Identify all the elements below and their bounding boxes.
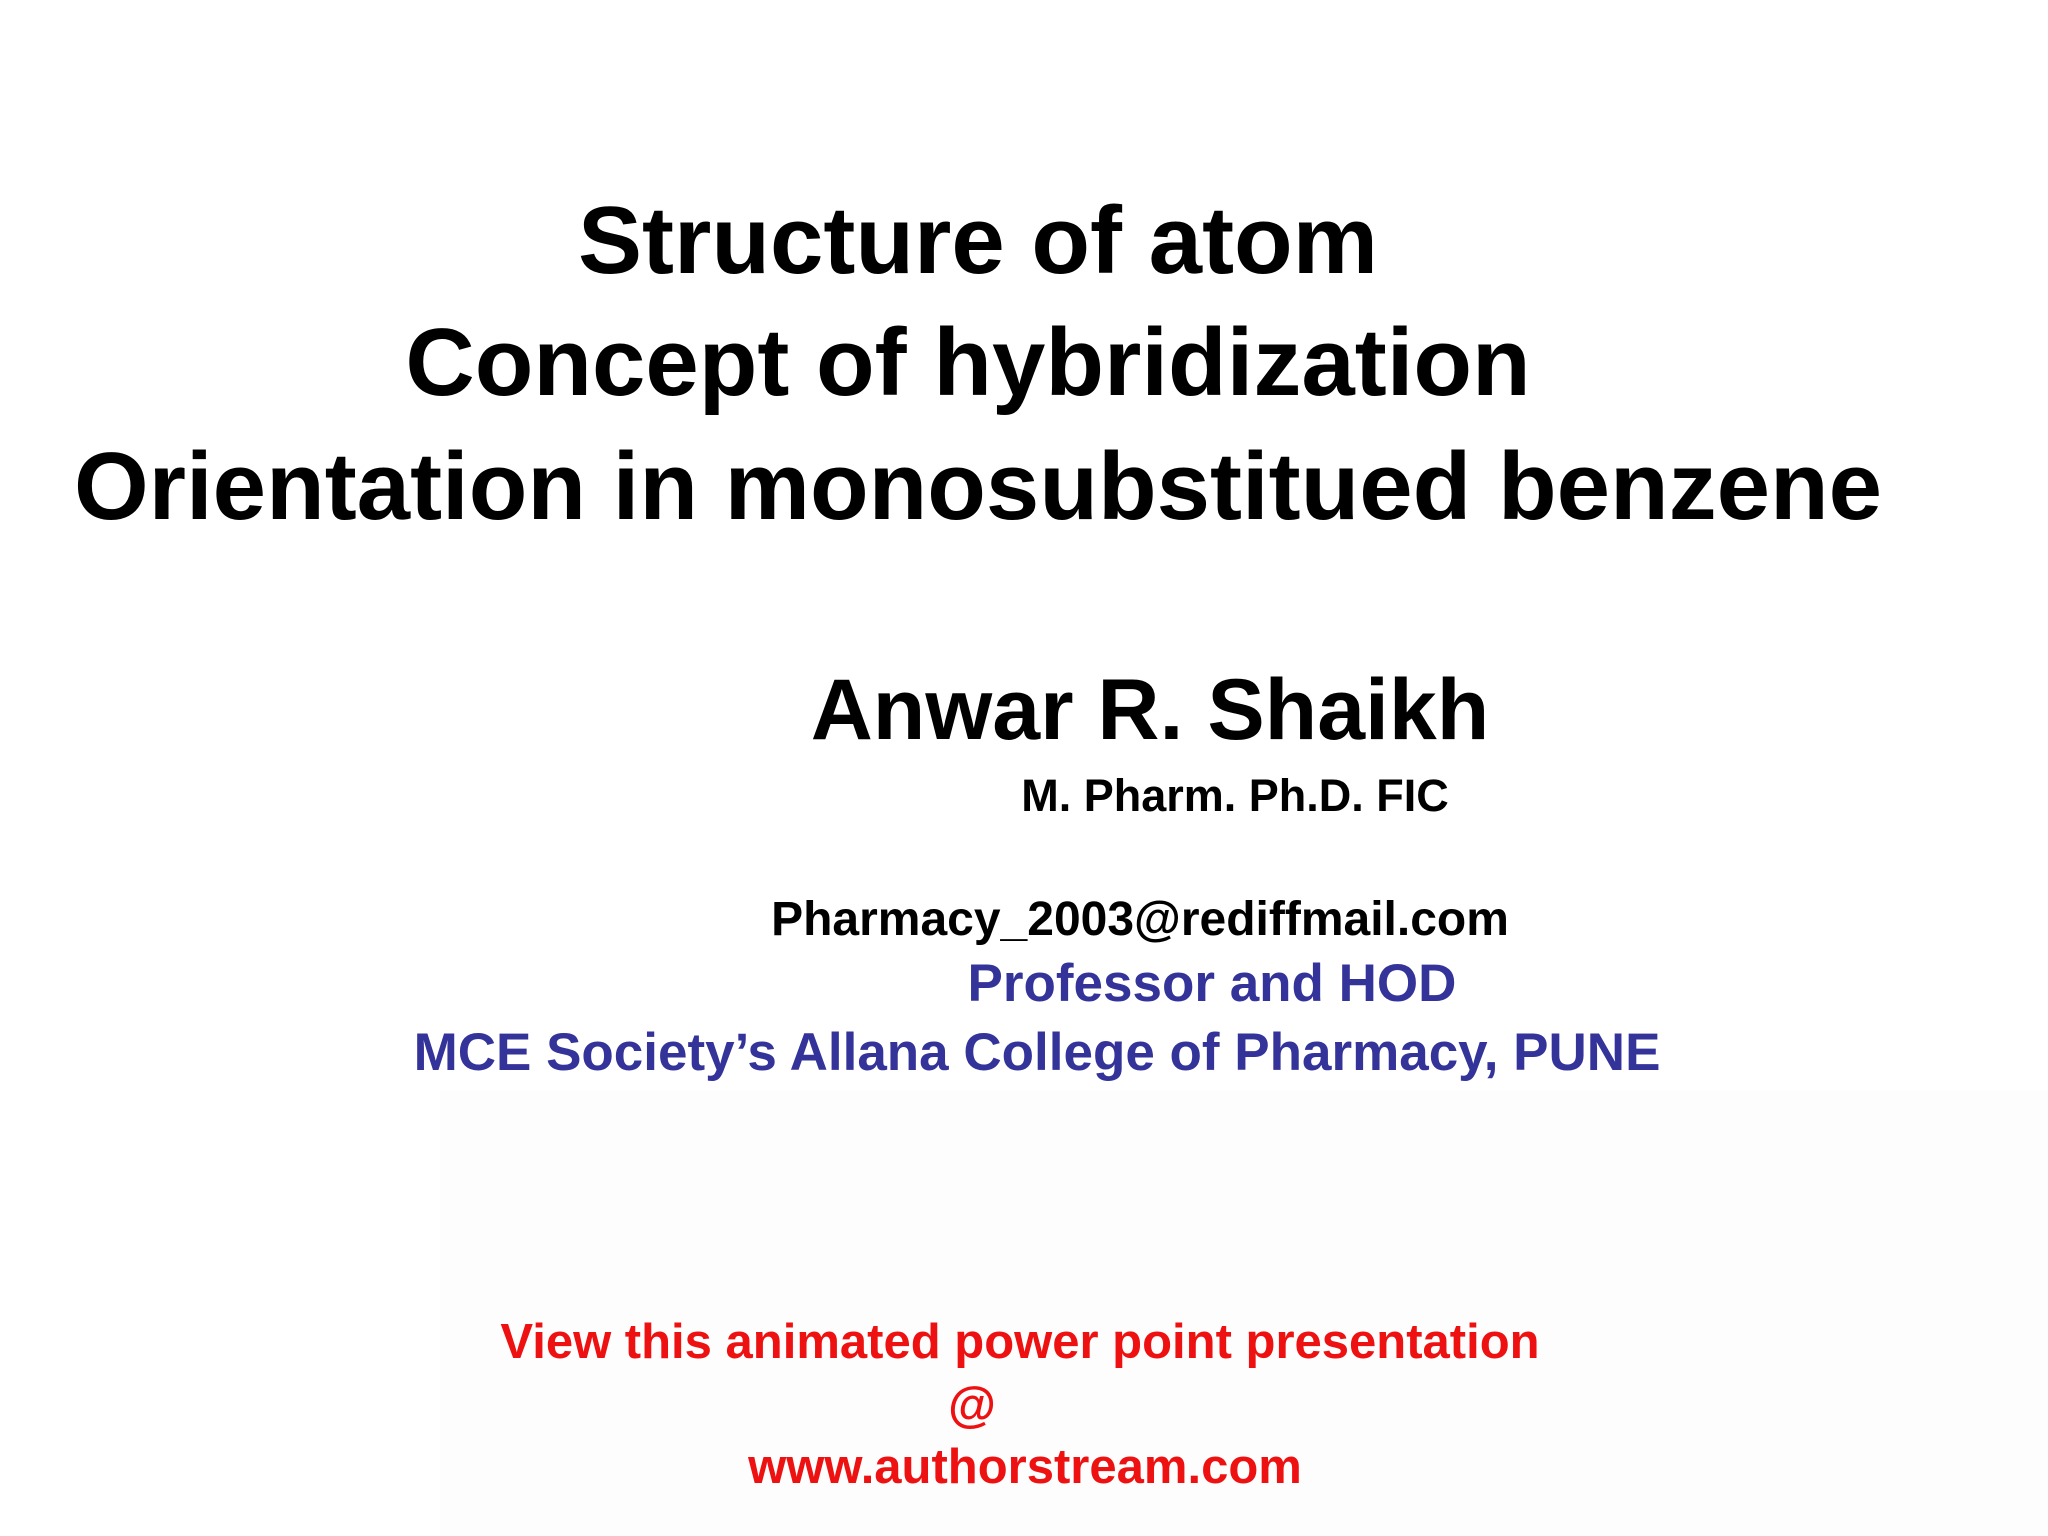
author-name: Anwar R. Shaikh	[810, 662, 1490, 758]
title-line-2: Concept of hybridization	[405, 309, 1531, 416]
promo-at-sign: @	[948, 1378, 996, 1432]
promo-line-1: View this animated power point presentation	[500, 1315, 1540, 1369]
author-institution: MCE Society’s Allana College of Pharmacy, PUNE	[413, 1023, 1661, 1082]
title-line-1: Structure of atom	[577, 187, 1379, 294]
title-line-3: Orientation in monosubstitued benzene	[73, 433, 1883, 540]
author-position: Professor and HOD	[967, 954, 1457, 1013]
author-degrees: M. Pharm. Ph.D. FIC	[1021, 770, 1449, 821]
author-email: Pharmacy_2003@rediffmail.com	[771, 893, 1509, 946]
promo-website: www.authorstream.com	[748, 1440, 1302, 1494]
